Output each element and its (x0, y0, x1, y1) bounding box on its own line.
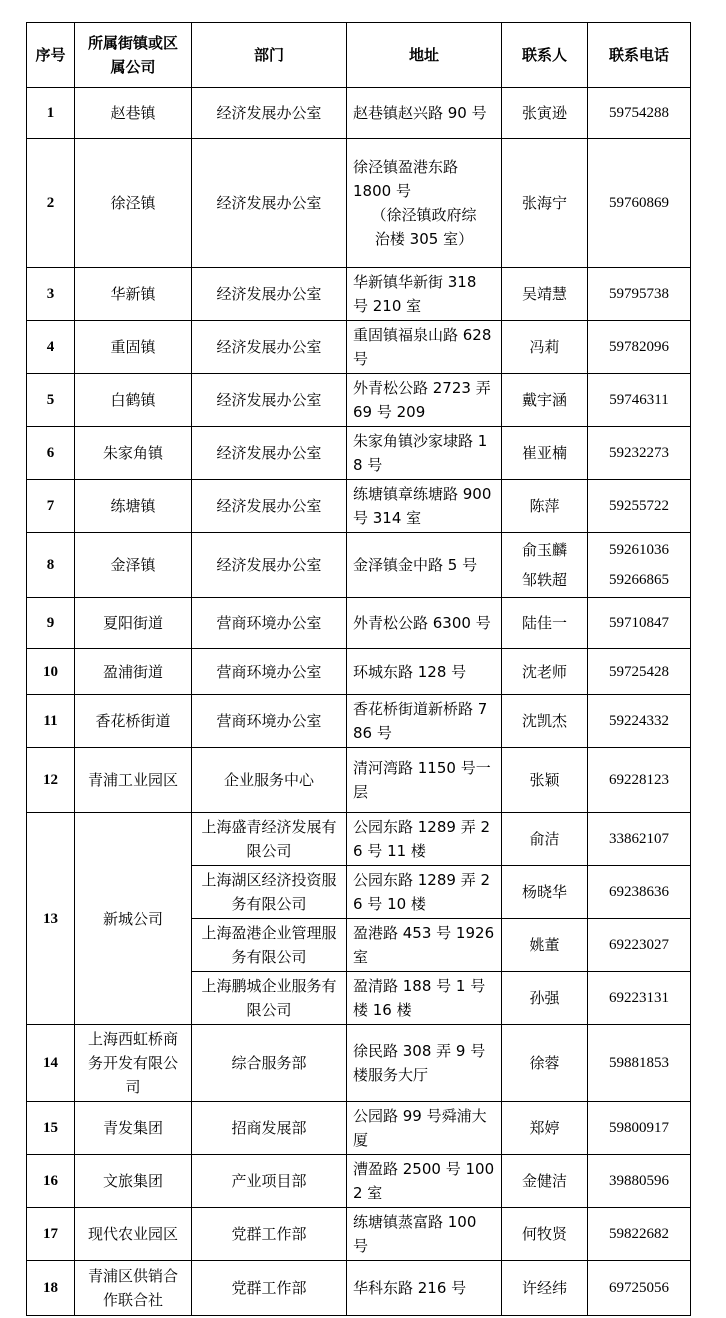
address-cell: 公园东路 1289 弄 26 号 11 楼 (347, 813, 502, 866)
contact-cell: 张海宁 (502, 139, 588, 268)
phone-cell: 59822682 (588, 1208, 691, 1261)
contact-cell: 孙强 (502, 972, 588, 1025)
seq-cell: 4 (27, 321, 75, 374)
town-cell: 白鹤镇 (75, 374, 192, 427)
contact-cell: 吴靖慧 (502, 268, 588, 321)
header-phone: 联系电话 (588, 23, 691, 88)
town-cell: 青发集团 (75, 1102, 192, 1155)
contact-name: 俞玉麟 (521, 541, 567, 559)
table-row (27, 1025, 691, 1102)
header-row (27, 23, 691, 88)
contact-cell: 张颖 (502, 748, 588, 813)
seq-cell: 5 (27, 374, 75, 427)
seq-cell: 2 (27, 139, 75, 268)
seq-cell: 12 (27, 748, 75, 813)
dept-cell: 综合服务部 (192, 1025, 347, 1102)
phone-cell (588, 533, 691, 598)
seq-cell: 11 (27, 695, 75, 748)
header-address: 地址 (347, 23, 502, 88)
phone-cell: 69223027 (588, 919, 691, 972)
dept-cell: 营商环境办公室 (192, 649, 347, 695)
address-cell: 朱家角镇沙家埭路 18 号 (347, 427, 502, 480)
contact-cell: 崔亚楠 (502, 427, 588, 480)
table-row (27, 480, 691, 533)
phone-cell: 39880596 (588, 1155, 691, 1208)
table-row (27, 1102, 691, 1155)
contact-name: 邹轶超 (521, 571, 567, 589)
contact-cell: 许经纬 (502, 1261, 588, 1316)
address-cell: 公园东路 1289 弄 26 号 10 楼 (347, 866, 502, 919)
town-cell: 盈浦街道 (75, 649, 192, 695)
dept-cell: 经济发展办公室 (192, 374, 347, 427)
phone-cell: 69223131 (588, 972, 691, 1025)
seq-cell: 8 (27, 533, 75, 598)
contact-cell: 徐蓉 (502, 1025, 588, 1102)
phone-number: 59261036 (609, 542, 669, 558)
seq-cell: 14 (27, 1025, 75, 1102)
address-cell: 重固镇福泉山路 628 号 (347, 321, 502, 374)
town-cell: 新城公司 (75, 813, 192, 1025)
dept-cell: 党群工作部 (192, 1208, 347, 1261)
address-cell: 徐民路 308 弄 9 号楼服务大厅 (347, 1025, 502, 1102)
phone-cell: 33862107 (588, 813, 691, 866)
town-cell: 朱家角镇 (75, 427, 192, 480)
town-cell: 重固镇 (75, 321, 192, 374)
phone-cell: 69228123 (588, 748, 691, 813)
address-cell: 华科东路 216 号 (347, 1261, 502, 1316)
town-cell: 现代农业园区 (75, 1208, 192, 1261)
seq-cell: 10 (27, 649, 75, 695)
table-row (27, 139, 691, 268)
address-cell: 金泽镇金中路 5 号 (347, 533, 502, 598)
address-line: 治楼 305 室） (374, 230, 474, 248)
address-cell: 公园路 99 号舜浦大厦 (347, 1102, 502, 1155)
header-seq: 序号 (27, 23, 75, 88)
table-row (27, 268, 691, 321)
dept-cell: 上海鹏城企业服务有限公司 (192, 972, 347, 1025)
table-row (27, 321, 691, 374)
address-cell: 练塘镇章练塘路 900 号 314 室 (347, 480, 502, 533)
contact-cell: 沈凯杰 (502, 695, 588, 748)
address-cell: 环城东路 128 号 (347, 649, 502, 695)
phone-cell: 59795738 (588, 268, 691, 321)
address-cell: 盈清路 188 号 1 号楼 16 楼 (347, 972, 502, 1025)
contact-cell: 张寅逊 (502, 88, 588, 139)
dept-cell: 党群工作部 (192, 1261, 347, 1316)
contact-cell: 沈老师 (502, 649, 588, 695)
phone-cell: 59255722 (588, 480, 691, 533)
phone-cell: 59746311 (588, 374, 691, 427)
seq-cell: 17 (27, 1208, 75, 1261)
address-line: 徐泾镇盈港东路 (353, 158, 459, 176)
dept-cell: 上海湖区经济投资服务有限公司 (192, 866, 347, 919)
address-cell: 华新镇华新街 318 号 210 室 (347, 268, 502, 321)
town-cell: 华新镇 (75, 268, 192, 321)
address-line: （徐泾镇政府综 (371, 206, 477, 224)
contact-cell: 戴宇涵 (502, 374, 588, 427)
dept-cell: 上海盛青经济发展有限公司 (192, 813, 347, 866)
table-row (27, 748, 691, 813)
contact-cell: 陈萍 (502, 480, 588, 533)
dept-cell: 经济发展办公室 (192, 533, 347, 598)
dept-cell: 企业服务中心 (192, 748, 347, 813)
phone-cell: 59224332 (588, 695, 691, 748)
dept-cell: 经济发展办公室 (192, 268, 347, 321)
table-row (27, 695, 691, 748)
address-cell: 外青松公路 2723 弄 69 号 209 (347, 374, 502, 427)
address-cell (347, 139, 502, 268)
dept-cell: 经济发展办公室 (192, 321, 347, 374)
phone-number: 59266865 (609, 572, 669, 588)
address-cell: 香花桥街道新桥路 786 号 (347, 695, 502, 748)
table-row (27, 533, 691, 598)
seq-cell: 7 (27, 480, 75, 533)
table-row (27, 813, 691, 866)
seq-cell: 15 (27, 1102, 75, 1155)
seq-cell: 13 (27, 813, 75, 1025)
seq-cell: 1 (27, 88, 75, 139)
town-cell: 青浦工业园区 (75, 748, 192, 813)
table-row (27, 1208, 691, 1261)
header-town: 所属街镇或区属公司 (75, 23, 192, 88)
phone-cell: 59232273 (588, 427, 691, 480)
table-row (27, 1155, 691, 1208)
contact-table (26, 22, 691, 1316)
header-contact: 联系人 (502, 23, 588, 88)
seq-cell: 6 (27, 427, 75, 480)
town-cell: 练塘镇 (75, 480, 192, 533)
contact-cell: 俞洁 (502, 813, 588, 866)
phone-cell: 59725428 (588, 649, 691, 695)
town-cell: 夏阳街道 (75, 598, 192, 649)
contact-cell (502, 533, 588, 598)
dept-cell: 招商发展部 (192, 1102, 347, 1155)
table-row (27, 598, 691, 649)
town-cell: 文旅集团 (75, 1155, 192, 1208)
dept-cell: 产业项目部 (192, 1155, 347, 1208)
phone-cell: 69725056 (588, 1261, 691, 1316)
dept-cell: 上海盈港企业管理服务有限公司 (192, 919, 347, 972)
town-cell: 赵巷镇 (75, 88, 192, 139)
contact-cell: 何牧贤 (502, 1208, 588, 1261)
town-cell: 香花桥街道 (75, 695, 192, 748)
dept-cell: 经济发展办公室 (192, 139, 347, 268)
header-dept: 部门 (192, 23, 347, 88)
phone-cell: 59782096 (588, 321, 691, 374)
table-row (27, 649, 691, 695)
seq-cell: 16 (27, 1155, 75, 1208)
dept-cell: 经济发展办公室 (192, 427, 347, 480)
dept-cell: 经济发展办公室 (192, 480, 347, 533)
address-cell: 外青松公路 6300 号 (347, 598, 502, 649)
dept-cell: 营商环境办公室 (192, 695, 347, 748)
town-cell: 青浦区供销合作联合社 (75, 1261, 192, 1316)
address-cell: 练塘镇蒸富路 100 号 (347, 1208, 502, 1261)
phone-cell: 59760869 (588, 139, 691, 268)
contact-cell: 郑婷 (502, 1102, 588, 1155)
address-cell: 赵巷镇赵兴路 90 号 (347, 88, 502, 139)
town-cell: 上海西虹桥商务开发有限公司 (75, 1025, 192, 1102)
seq-cell: 3 (27, 268, 75, 321)
table-row (27, 374, 691, 427)
phone-cell: 59881853 (588, 1025, 691, 1102)
contact-cell: 冯莉 (502, 321, 588, 374)
phone-cell: 59800917 (588, 1102, 691, 1155)
table-row (27, 88, 691, 139)
seq-cell: 18 (27, 1261, 75, 1316)
address-cell: 漕盈路 2500 号 1002 室 (347, 1155, 502, 1208)
dept-cell: 营商环境办公室 (192, 598, 347, 649)
contact-cell: 杨晓华 (502, 866, 588, 919)
table-row (27, 1261, 691, 1316)
table-row (27, 427, 691, 480)
address-cell: 盈港路 453 号 1926 室 (347, 919, 502, 972)
town-cell: 金泽镇 (75, 533, 192, 598)
address-line: 1800 号 (353, 182, 411, 200)
phone-cell: 59710847 (588, 598, 691, 649)
contact-cell: 金健洁 (502, 1155, 588, 1208)
address-cell: 清河湾路 1150 号一层 (347, 748, 502, 813)
phone-cell: 69238636 (588, 866, 691, 919)
dept-cell: 经济发展办公室 (192, 88, 347, 139)
contact-cell: 陆佳一 (502, 598, 588, 649)
phone-cell: 59754288 (588, 88, 691, 139)
town-cell: 徐泾镇 (75, 139, 192, 268)
seq-cell: 9 (27, 598, 75, 649)
contact-cell: 姚董 (502, 919, 588, 972)
